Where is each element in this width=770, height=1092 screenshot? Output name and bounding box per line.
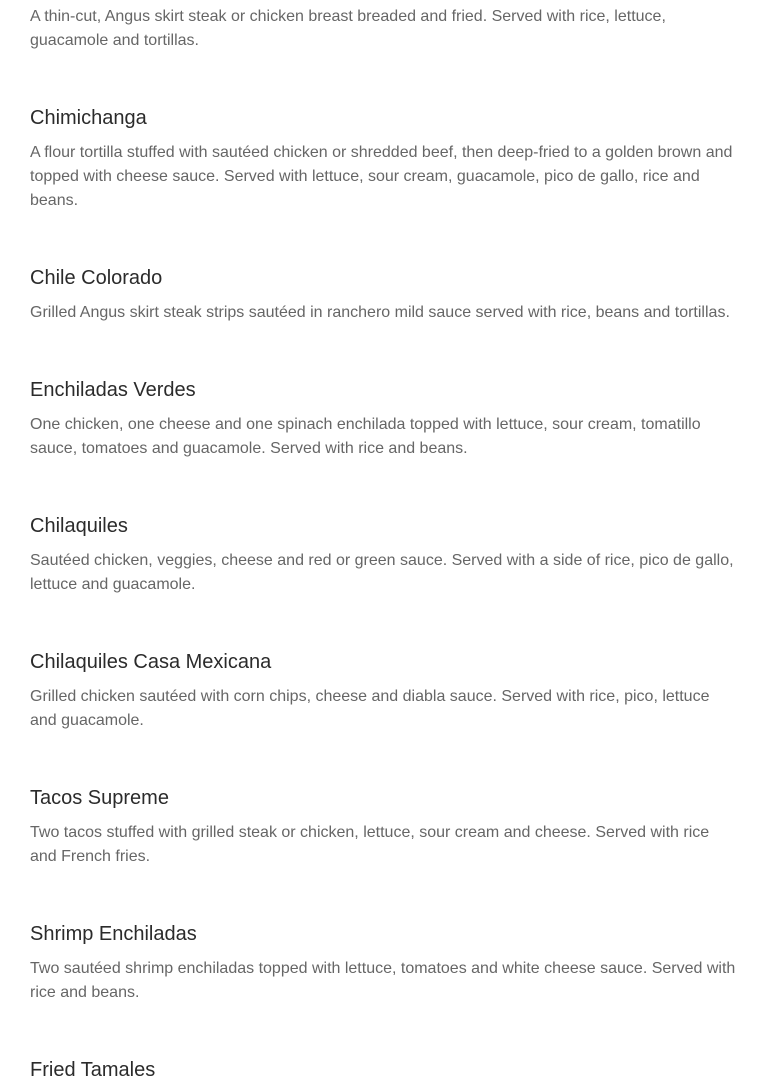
menu-item-description: A flour tortilla stuffed with sautéed chicken or shredded beef, then deep-fried to a golden brown and topped with cheese sauce. Served with lettuce, sour cream, guacamole, pico de gallo, rice and beans. [30,144,733,209]
menu-item-name: Tacos Supreme [30,787,169,809]
menu-item-description: A thin-cut, Angus skirt steak or chicken breast breaded and fried. Served with rice, lettuce, guacamole and tortillas. [30,8,666,49]
menu-item-name: Chimichanga [30,107,147,129]
menu-item-chilaquiles [30,514,740,597]
menu-item-name: Chile Colorado [30,267,163,289]
menu-item-name: Enchiladas Verdes [30,379,196,401]
menu-item [30,5,740,53]
menu-item-description: Grilled Angus skirt steak strips sautéed in ranchero mild sauce served with rice, beans and tortillas. [30,304,730,321]
menu-item-description: Two sautéed shrimp enchiladas topped with lettuce, tomatoes and white cheese sauce. Served with rice and beans. [30,960,736,1001]
menu-item-enchiladas-verdes [30,378,740,461]
menu-item-shrimp-enchiladas [30,922,740,1005]
menu-item-chile-colorado [30,266,740,325]
menu-item-name: Shrimp Enchiladas [30,923,197,945]
menu-item-description: Two tacos stuffed with grilled steak or chicken, lettuce, sour cream and cheese. Served with rice and French fries. [30,824,710,865]
menu-item-description: Sautéed chicken, veggies, cheese and red or green sauce. Served with a side of rice, pico de gallo, lettuce and guacamole. [30,552,734,593]
menu-item-name: Chilaquiles [30,515,128,537]
menu-item-fried-tamales [30,1058,740,1082]
menu-item-description: One chicken, one cheese and one spinach enchilada topped with lettuce, sour cream, tomatillo sauce, tomatoes and guacamole. Served with rice and beans. [30,416,701,457]
menu-item-description: Grilled chicken sautéed with corn chips, cheese and diabla sauce. Served with rice, pico, lettuce and guacamole. [30,688,710,729]
menu-item-chilaquiles-casa-mexicana [30,650,740,733]
menu-item-chimichanga [30,106,740,213]
menu-item-name: Fried Tamales [30,1059,156,1081]
menu-item-tacos-supreme [30,786,740,869]
menu-item-name: Chilaquiles Casa Mexicana [30,651,272,673]
